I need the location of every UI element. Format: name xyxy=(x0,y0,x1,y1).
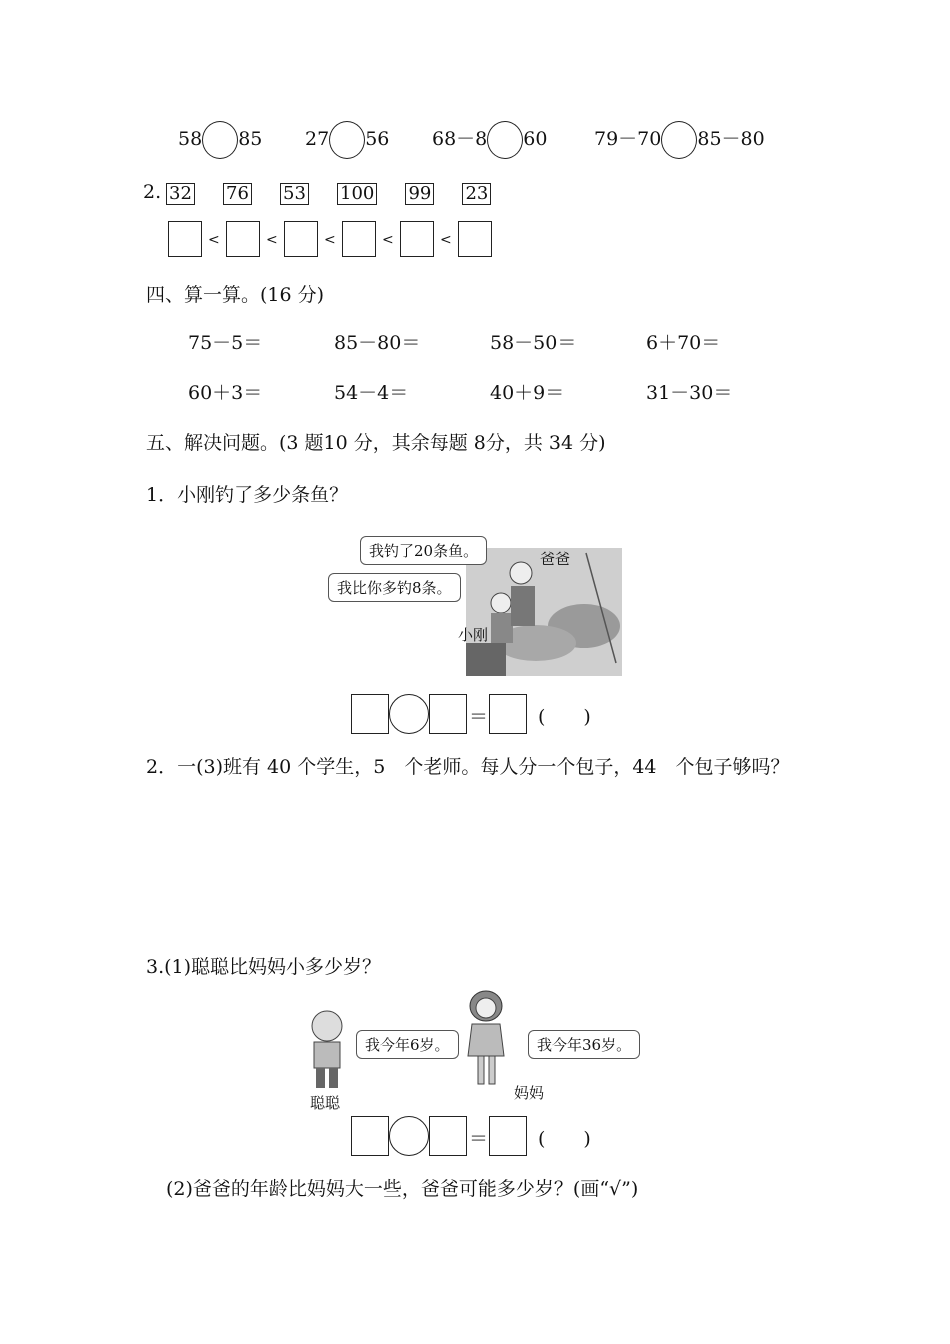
compare-circle-4[interactable] xyxy=(661,121,697,159)
order-box-4[interactable] xyxy=(342,221,376,257)
calc-5: 60＋3＝ xyxy=(188,382,263,404)
order-box-2[interactable] xyxy=(226,221,260,257)
mom-speech-bubble: 我今年36岁。 xyxy=(528,1030,640,1059)
less-than-sign: < xyxy=(324,232,336,248)
less-than-sign: < xyxy=(382,232,394,248)
number-box: 53 xyxy=(280,183,309,205)
eq1-box-1[interactable] xyxy=(351,694,389,734)
kid-speech-bubble: 我今年6岁。 xyxy=(356,1030,459,1059)
eq3-box-1[interactable] xyxy=(351,1116,389,1156)
calc-1: 75－5＝ xyxy=(188,332,263,354)
kid-illustration xyxy=(304,1008,350,1090)
compare-circle-1[interactable] xyxy=(202,121,238,159)
compare-circle-3[interactable] xyxy=(487,121,523,159)
problem3-question: 3.(1)聪聪比妈妈小多少岁？ xyxy=(146,956,382,978)
calc-8: 31－30＝ xyxy=(646,382,733,404)
number-box: 99 xyxy=(405,183,434,205)
mom-illustration xyxy=(458,990,514,1086)
boy-label: 小刚 xyxy=(458,626,489,644)
order-box-1[interactable] xyxy=(168,221,202,257)
compare-item-4: 79－70 85－80 xyxy=(594,121,765,159)
number-box: 32 xyxy=(166,183,195,205)
eq1-answer-box[interactable] xyxy=(489,694,527,734)
number-box: 100 xyxy=(337,183,377,205)
number-box: 76 xyxy=(223,183,252,205)
boy-speech-bubble: 我比你多钓8条。 xyxy=(328,573,461,602)
eq3-box-2[interactable] xyxy=(429,1116,467,1156)
number-box: 23 xyxy=(462,183,491,205)
eq1-equals: ＝ xyxy=(469,706,489,728)
problem1-question: 1．小刚钓了多少条鱼？ xyxy=(146,484,349,506)
eq1-operator-circle[interactable] xyxy=(389,694,429,734)
compare-item-3: 68－8 60 xyxy=(432,121,547,159)
mom-figure-icon xyxy=(458,990,514,1086)
calc-6: 54－4＝ xyxy=(334,382,409,404)
calc-7: 40＋9＝ xyxy=(490,382,565,404)
problem3-subquestion: (2)爸爸的年龄比妈妈大一些，爸爸可能多少岁？(画“√”) xyxy=(166,1178,639,1200)
kid-figure-icon xyxy=(304,1008,350,1090)
section5-title: 五、解决问题。(3 题10 分，其余每题 8分，共 34 分) xyxy=(146,432,606,454)
less-than-sign: < xyxy=(440,232,452,248)
less-than-sign: < xyxy=(208,232,220,248)
section4-title: 四、算一算。(16 分) xyxy=(146,284,325,306)
calc-2: 85－80＝ xyxy=(334,332,421,354)
dad-speech-bubble: 我钓了20条鱼。 xyxy=(360,536,487,565)
mom-label: 妈妈 xyxy=(514,1084,545,1102)
eq3-unit-paren[interactable]: ( ) xyxy=(538,1128,591,1150)
calc-3: 58－50＝ xyxy=(490,332,577,354)
q2-label: 2. xyxy=(143,181,162,203)
eq1-unit-paren[interactable]: ( ) xyxy=(538,706,591,728)
eq1-box-2[interactable] xyxy=(429,694,467,734)
compare-item-2: 27 56 xyxy=(305,121,389,159)
order-box-3[interactable] xyxy=(284,221,318,257)
eq3-operator-circle[interactable] xyxy=(389,1116,429,1156)
order-box-5[interactable] xyxy=(400,221,434,257)
q2-numbers xyxy=(166,182,491,205)
calc-4: 6＋70＝ xyxy=(646,332,721,354)
eq3-answer-box[interactable] xyxy=(489,1116,527,1156)
eq3-equals: ＝ xyxy=(469,1128,489,1150)
order-box-6[interactable] xyxy=(458,221,492,257)
compare-circle-2[interactable] xyxy=(329,121,365,159)
dad-label: 爸爸 xyxy=(540,550,571,568)
problem2-question: 2．一(3)班有 40 个学生，5 个老师。每人分一个包子，44 个包子够吗？ xyxy=(146,756,790,778)
less-than-sign: < xyxy=(266,232,278,248)
kid-label: 聪聪 xyxy=(310,1094,341,1112)
compare-item-1: 58 85 xyxy=(178,121,262,159)
